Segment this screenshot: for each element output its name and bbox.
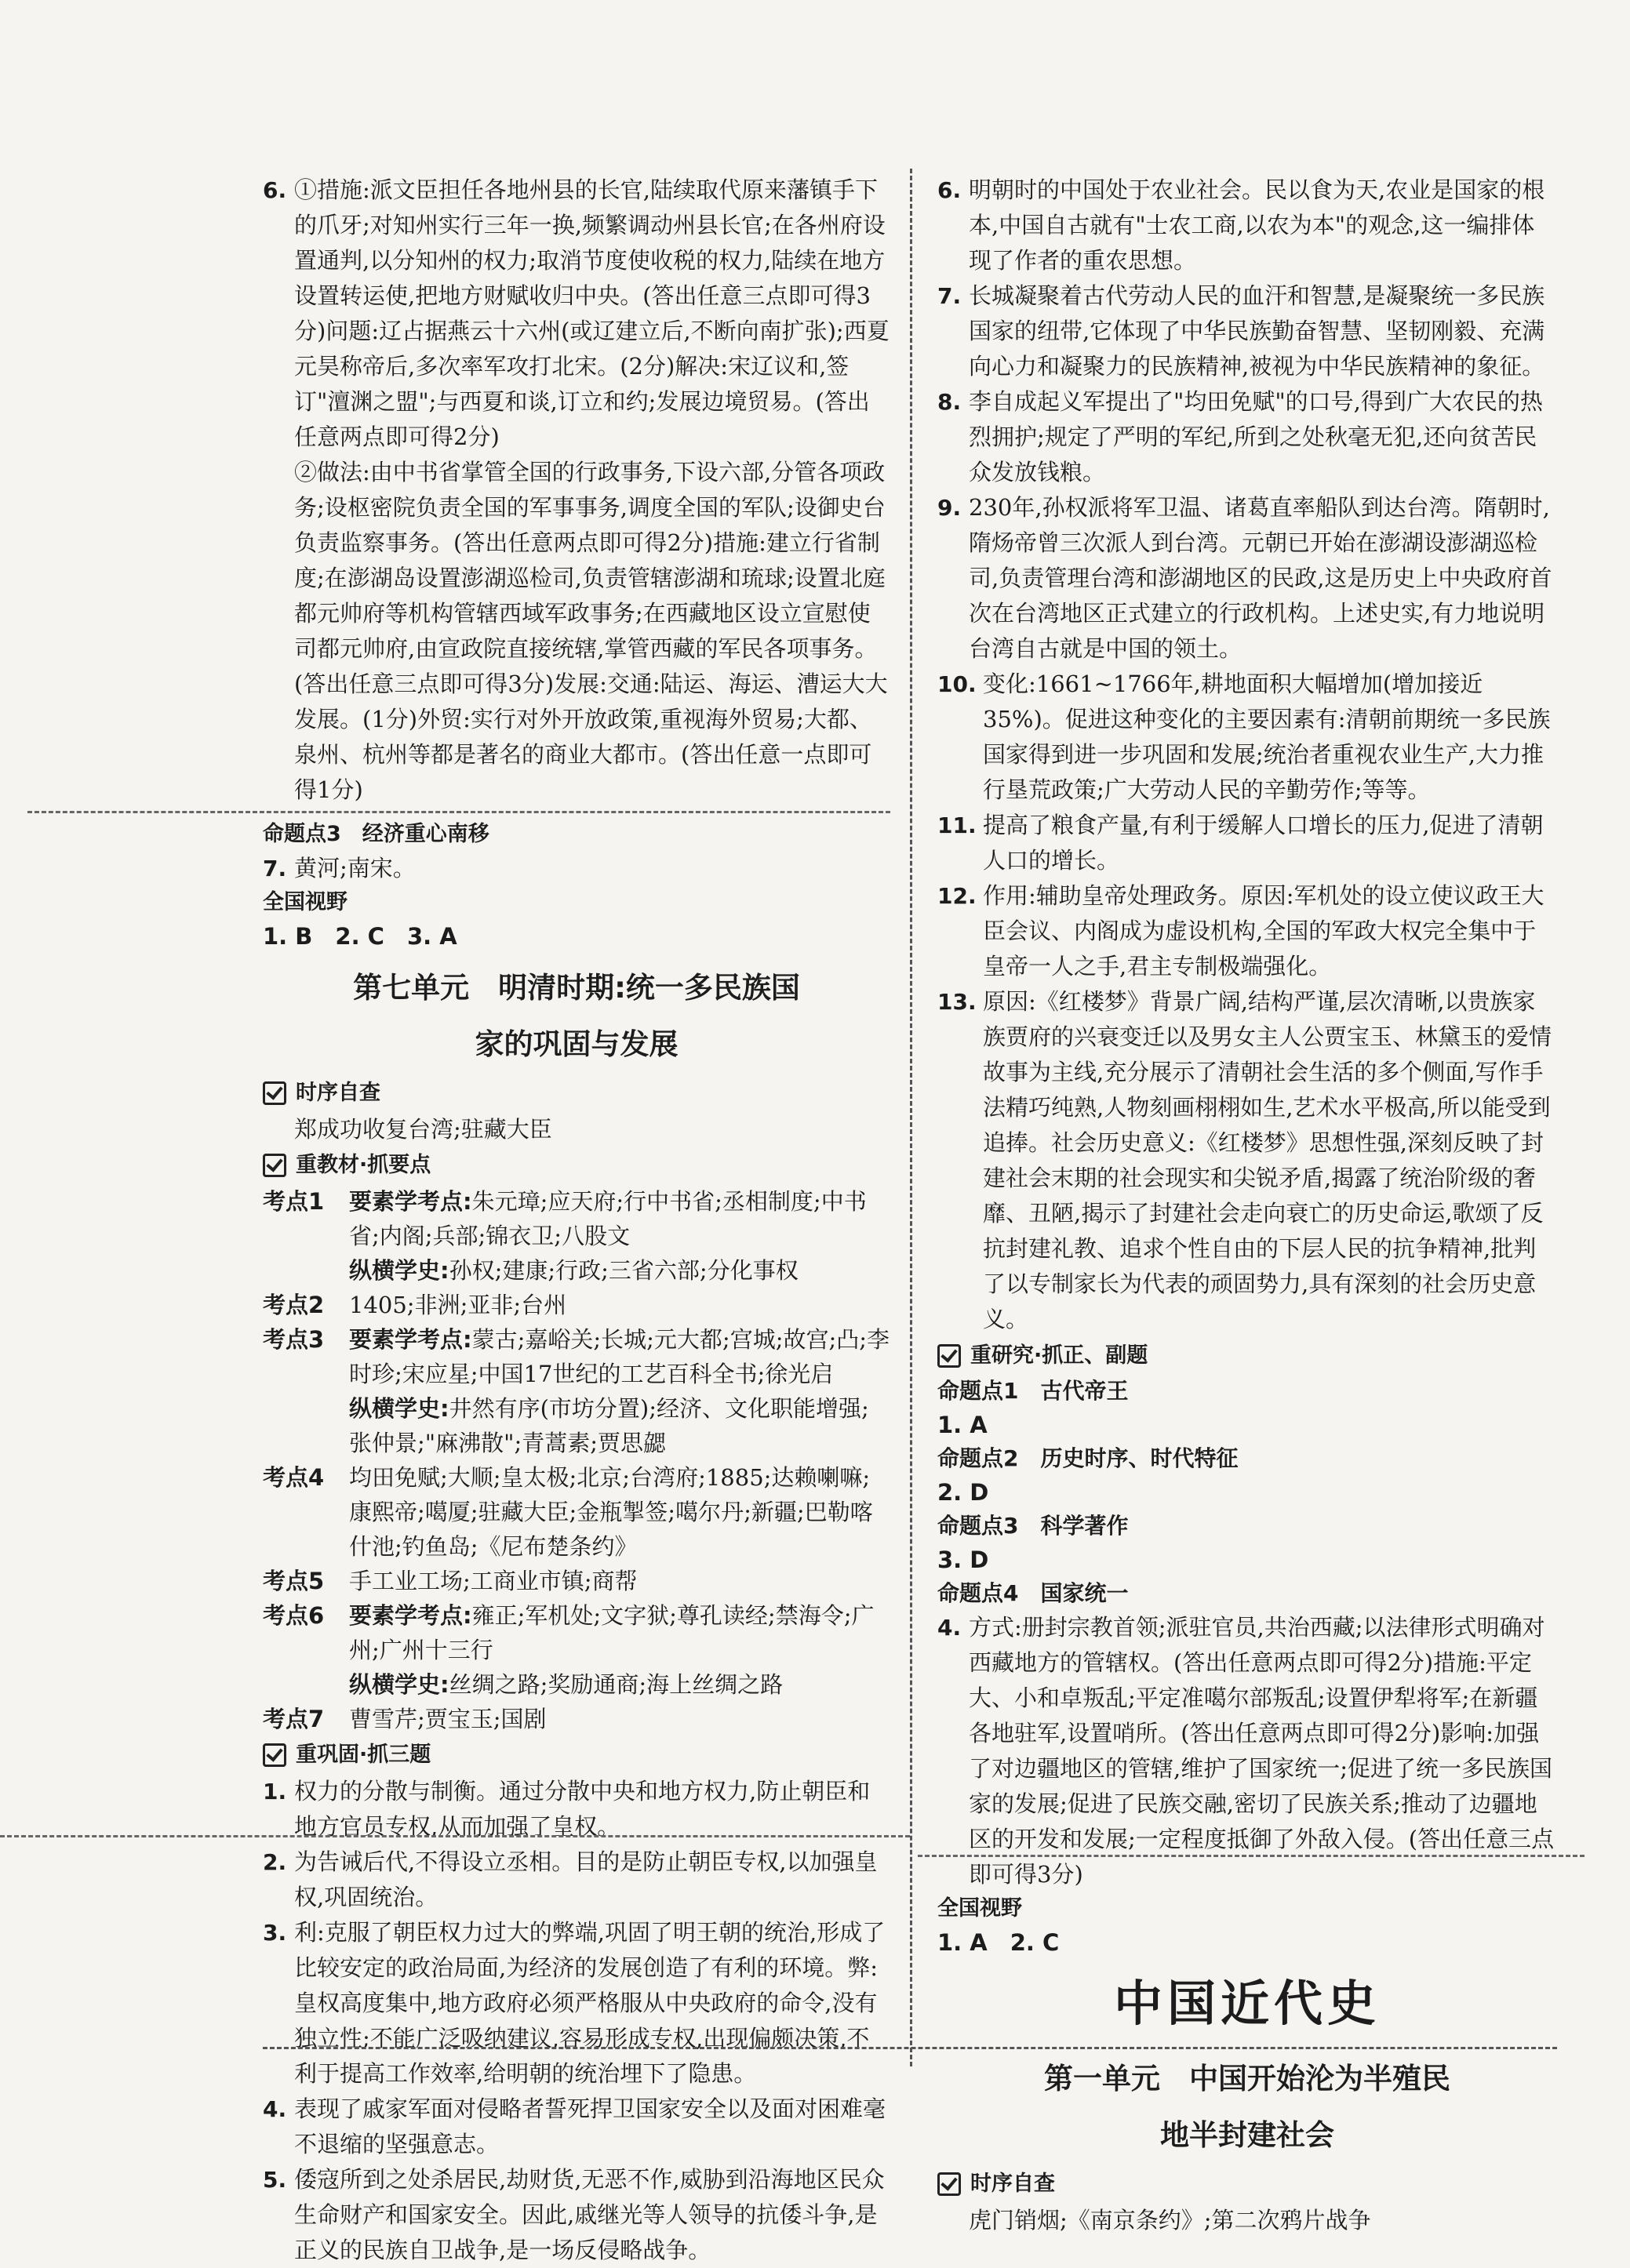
- kaodian-text: 井然有序(市坊分置);经济、文化职能增强;张仲景;"麻沸散";青蒿素;贾思勰: [349, 1395, 869, 1456]
- answer-text: 倭寇所到之处杀居民,劫财货,无恶不作,威胁到沿海地区民众生命财产和国家安全。因此,戚继光等人领导的抗倭斗争,是正义的民族自卫战争,是一场反侵略战争。: [294, 2166, 885, 2263]
- answer-text-2: ②做法:由中书省掌管全国的行政事务,下设六部,分管各项政务;设枢密院负责全国的军事事务,调度全国的军队;设御史台负责监察事务。(答出任意两点即可得2分)措施:建立行省制度;在澎湖岛设置澎湖巡检司,负责管辖澎湖和琉球;设置北庭都元帅府等机构管辖西域军政事务;在西藏地区设立宣慰使司都元帅府,由宣政院直接统辖,掌管西藏的军民各项事务。(答出任意三点即可得3分)发展:交通:陆运、海运、漕运大大发展。(1分)外贸:实行对外开放政策,重视海外贸易;大都、泉州、杭州等都是著名的商业大都市。(答出任意一点即可得1分): [294, 459, 888, 803]
- answer-7: [263, 851, 890, 886]
- kaodian-text: 孙权;建康;行政;三省六部;分化事权: [449, 1257, 799, 1284]
- kaodian-item: [263, 1702, 890, 1736]
- answer-text: 原因:《红楼梦》背景广阔,结构严谨,层次清晰,以贵族家族贾府的兴衰变迁以及男女主人公贾宝玉、林黛玉的爱情故事为主线,充分展示了清朝社会生活的多个侧面,写作手法精巧纯熟,人物刻画栩栩如生,艺术水平极高,所以能受到追捧。社会历史意义:《红楼梦》思想性强,深刻反映了封建社会末期的社会现实和尖锐矛盾,揭露了统治阶级的奢靡、丑陋,揭示了封建社会走向衰亡的历史命运,歌颂了反抗封建礼教、追求个性自由的下层人民的抗争精神,批判了以专制家长为代表的顽固势力,具有深刻的社会历史意义。: [983, 988, 1552, 1332]
- quanguo-answers: [263, 919, 890, 954]
- answer-item: [937, 173, 1557, 278]
- kaodian-item: [263, 1253, 890, 1288]
- unit-title-line-2: 地半封建社会: [1160, 2118, 1334, 2152]
- section-divider-right: [918, 1855, 1585, 1857]
- kaodian-label: 考点7: [263, 1706, 325, 1732]
- section-zhongyanjiu: [937, 1339, 1557, 1373]
- kaodian-item: [263, 1598, 890, 1667]
- section-label: 重研究·抓正、副题: [970, 1343, 1148, 1368]
- answer-text: 利:克服了朝臣权力过大的弊端,巩固了明王朝的统治,形成了比较安定的政治局面,为经济的发展创造了有利的环境。弊:皇权高度集中,地方政府必须严格服从中央政府的命令,没有独立性;不能广泛吸纳建议,容易形成专权,出现偏颇决策,不利于提高工作效率,给明朝的统治埋下了隐患。: [294, 1919, 886, 2087]
- checkbox-icon: [263, 1154, 286, 1177]
- answer-number: 4.: [937, 1615, 962, 1641]
- kaodian-label: 考点1: [263, 1188, 325, 1215]
- shixu-text: 虎门销烟;《南京条约》;第二次鸦片战争: [969, 2207, 1371, 2233]
- answer-text: 黄河;南宋。: [294, 855, 416, 881]
- answer-text: ①措施:派文臣担任各地州县的长官,陆续取代原来藩镇手下的爪牙;对知州实行三年一换,频繁调动州县长官;在各州府设置通判,以分知州的权力;取消节度使收税的权力,陆续在地方设置转运使,把地方财赋收归中央。(答出任意三点即可得3分)问题:辽占据燕云十六州(或辽建立后,不断向南扩张);西夏元昊称帝后,多次率军攻打北宋。(2分)解决:宋辽议和,签订"澶渊之盟";与西夏和谈,订立和约;发展边境贸易。(答出任意两点即可得2分): [294, 176, 890, 450]
- answer-number: 11.: [937, 812, 977, 838]
- mingtidian-answer: [937, 1475, 1557, 1510]
- section-shixu: [263, 1076, 890, 1110]
- mingtidian-4: 命题点4 国家统一: [937, 1580, 1129, 1606]
- answers-line: 1. A 2. C: [937, 1929, 1060, 1956]
- kaodian-strong: 纵横学史:: [349, 1257, 449, 1284]
- kaodian-item: [263, 1564, 890, 1598]
- section-zhonggonggu: [263, 1738, 890, 1772]
- kaodian-label: 考点2: [263, 1292, 325, 1318]
- answer-text: 长城凝聚着古代劳动人民的血汗和智慧,是凝聚统一多民族国家的纽带,它体现了中华民族勤奋智慧、坚韧刚毅、充满向心力和凝聚力的民族精神,被视为中华民族精神的象征。: [969, 282, 1545, 380]
- mingtidian-1: 命题点1 古代帝王: [937, 1378, 1129, 1404]
- answer-text: 为告诫后代,不得设立丞相。目的是防止朝臣专权,以加强皇权,巩固统治。: [294, 1848, 878, 1910]
- kaodian-item: [263, 1460, 890, 1564]
- section-label: 重巩固·抓三题: [296, 1743, 431, 1767]
- answers-line: 1. B 2. C 3. A: [263, 923, 457, 950]
- bottom-rule: [263, 2047, 1557, 2049]
- answer-number: 10.: [937, 671, 977, 697]
- section-divider-left: [0, 1835, 910, 1837]
- answer-text: 变化:1661~1766年,耕地面积大幅增加(增加接近35%)。促进这种变化的主要因素有:清朝前期统一多民族国家得到进一步巩固和发展;统治者重视农业生产,大力推行垦荒政策;广大劳动人民的辛勤劳作;等等。: [983, 671, 1551, 803]
- checkbox-icon: [937, 1344, 961, 1368]
- answer-line: 1. A: [937, 1412, 988, 1438]
- answer-item: [937, 878, 1557, 984]
- answer-number: 4.: [263, 2096, 287, 2122]
- unit-7-title: [263, 960, 890, 1073]
- answer-item: [263, 2162, 890, 2268]
- answer-text: 表现了戚家军面对侵略者誓死捍卫国家安全以及面对困难毫不退缩的坚强意志。: [294, 2095, 886, 2157]
- kaodian-strong: 要素学考点:: [349, 1326, 472, 1353]
- kaodian-text: 朱元璋;应天府;行中书省;丞相制度;中书省;内阁;兵部;锦衣卫;八股文: [349, 1188, 867, 1249]
- kaodian-label: 考点3: [263, 1326, 325, 1353]
- answer-text: 权力的分散与制衡。通过分散中央和地方权力,防止朝臣和地方官员专权,从而加强了皇权。: [294, 1778, 871, 1840]
- kaodian-text: 1405;非洲;亚非;台州: [349, 1292, 567, 1318]
- kaodian-label: 考点5: [263, 1568, 325, 1594]
- answer-number: 2.: [263, 1849, 287, 1875]
- checkbox-icon: [263, 1743, 286, 1767]
- answer-text: 李自成起义军提出了"均田免赋"的口号,得到广大农民的热烈拥护;规定了严明的军纪,所到之处秋毫无犯,还向贫苦民众发放钱粮。: [969, 388, 1543, 485]
- answer-number: 8.: [937, 389, 962, 415]
- answer-text: 明朝时的中国处于农业社会。民以食为天,农业是国家的根本,中国自古就有"士农工商,以农为本"的观念,这一编排体现了作者的重农思想。: [969, 176, 1545, 274]
- answer-item: [937, 808, 1557, 878]
- unit-1-title: [937, 2051, 1557, 2164]
- section-shixu: [937, 2167, 1557, 2201]
- kaodian-text: 均田免赋;大顺;皇太极;北京;台湾府;1885;达赖喇嘛;康熙帝;噶厦;驻藏大臣;金瓶掣签;噶尔丹;新疆;巴勒喀什池;钓鱼岛;《尼布楚条约》: [349, 1464, 873, 1560]
- checkbox-icon: [263, 1081, 286, 1105]
- answer-number: 7.: [263, 856, 287, 881]
- section-divider: [27, 811, 890, 813]
- kaodian-text: 曹雪芹;贾宝玉;国剧: [349, 1706, 547, 1732]
- kaodian-text: 雍正;军机处;文字狱;尊孔读经;禁海令;广州;广州十三行: [349, 1602, 875, 1663]
- answer-line: 2. D: [937, 1479, 989, 1506]
- answer-number: 9.: [937, 495, 962, 521]
- answer-text: 作用:辅助皇帝处理政务。原因:军机处的设立使议政王大臣会议、内阁成为虚设机构,全国的军政大权完全集中于皇帝一人之手,君主专制极端强化。: [983, 882, 1544, 980]
- mingtidian-answer: [937, 1543, 1557, 1577]
- answer-number: 13.: [937, 989, 977, 1015]
- answer-6: [263, 173, 890, 808]
- answer-number: 6.: [937, 177, 962, 203]
- big-section-title: 中国近代史: [1113, 1975, 1381, 2032]
- kaodian-label: 考点4: [263, 1464, 325, 1491]
- answer-item: [263, 1774, 890, 1845]
- kaodian-strong: 要素学考点:: [349, 1188, 472, 1215]
- answer-number: 6.: [263, 177, 287, 203]
- quanguo-shiye: 全国视野: [263, 890, 347, 914]
- answer-text: 方式:册封宗教首领;派驻官员,共治西藏;以法律形式明确对西藏地方的管辖权。(答出任意两点即可得2分)措施:平定大、小和卓叛乱;平定准噶尔部叛乱;设置伊犁将军;在新疆各地驻军,设置哨所。(答出任意两点即可得2分)影响:加强了对边疆地区的管辖,维护了国家统一;促进了统一多民族国家的发展;促进了民族交融,密切了民族关系;推动了边疆地区的开发和发展;一定程度抵御了外敌入侵。(答出任意三点即可得3分): [969, 1614, 1555, 1888]
- mingtidian-3: 命题点3 科学著作: [937, 1513, 1129, 1539]
- kaodian-strong: 纵横学史:: [349, 1395, 449, 1422]
- answer-item: [937, 384, 1557, 490]
- kaodian-label: 考点6: [263, 1602, 325, 1629]
- kaodian-text: 丝绸之路;奖励通商;海上丝绸之路: [449, 1671, 784, 1698]
- quanguo-answers: [937, 1925, 1557, 1960]
- kaodian-list: [263, 1184, 890, 1736]
- kaodian-item: [263, 1322, 890, 1391]
- unit-title-line-2: 家的巩固与发展: [475, 1027, 679, 1061]
- answer-number: 1.: [263, 1779, 287, 1805]
- kaodian-item: [263, 1184, 890, 1253]
- mingtidian-3: 命题点3 经济重心南移: [263, 822, 489, 846]
- section-label: 重教材·抓要点: [296, 1153, 431, 1177]
- answer-item: [263, 2092, 890, 2162]
- answer-number: 7.: [937, 283, 962, 309]
- column-divider: [910, 169, 912, 2066]
- shixu-text: 郑成功收复台湾;驻藏大臣: [294, 1116, 552, 1143]
- answer-number: 5.: [263, 2167, 287, 2193]
- answer-item: [937, 984, 1557, 1337]
- answer-item: [937, 278, 1557, 384]
- section-label: 时序自查: [970, 2172, 1055, 2196]
- answer-line: 3. D: [937, 1547, 989, 1573]
- left-column: [263, 173, 890, 2268]
- kaodian-strong: 纵横学史:: [349, 1671, 449, 1698]
- quanguo-shiye: 全国视野: [937, 1896, 1022, 1921]
- answer-item: [937, 667, 1557, 808]
- kaodian-text: 蒙古;嘉峪关;长城;元大都;宫城;故宫;凸;李时珍;宋应星;中国17世纪的工艺百科全书;徐光启: [349, 1326, 890, 1387]
- answer-text: 提高了粮食产量,有利于缓解人口增长的压力,促进了清朝人口的增长。: [983, 812, 1544, 874]
- answer-text: 230年,孙权派将军卫温、诸葛直率船队到达台湾。隋朝时,隋炀帝曾三次派人到台湾。元朝已开始在澎湖设澎湖巡检司,负责管理台湾和澎湖地区的民政,这是历史上中央政府首次在台湾地区正式建立的行政机构。上述史实,有力地说明台湾自古就是中国的领土。: [969, 494, 1552, 662]
- mingtidian-2: 命题点2 历史时序、时代特征: [937, 1445, 1239, 1471]
- answer-number: 12.: [937, 883, 977, 909]
- kaodian-item: [263, 1391, 890, 1460]
- section-zhongjiaocai: [263, 1148, 890, 1183]
- kaodian-strong: 要素学考点:: [349, 1602, 472, 1629]
- kaodian-item: [263, 1288, 890, 1322]
- checkbox-icon: [937, 2172, 961, 2196]
- mingtidian-answer: [937, 1408, 1557, 1442]
- answer-item: [263, 1915, 890, 2092]
- right-column: [937, 173, 1557, 2237]
- answer-item: [937, 490, 1557, 667]
- answer-number: 3.: [263, 1920, 287, 1946]
- unit-title-line-1: 第一单元 中国开始沦为半殖民: [1044, 2062, 1450, 2095]
- kaodian-text: 手工业工场;工商业市镇;商帮: [349, 1568, 638, 1594]
- unit-title-line-1: 第七单元 明清时期:统一多民族国: [353, 971, 800, 1005]
- answer-item: [263, 1845, 890, 1915]
- section-label: 时序自查: [296, 1081, 380, 1105]
- kaodian-item: [263, 1667, 890, 1702]
- answer-item: [937, 1610, 1557, 1892]
